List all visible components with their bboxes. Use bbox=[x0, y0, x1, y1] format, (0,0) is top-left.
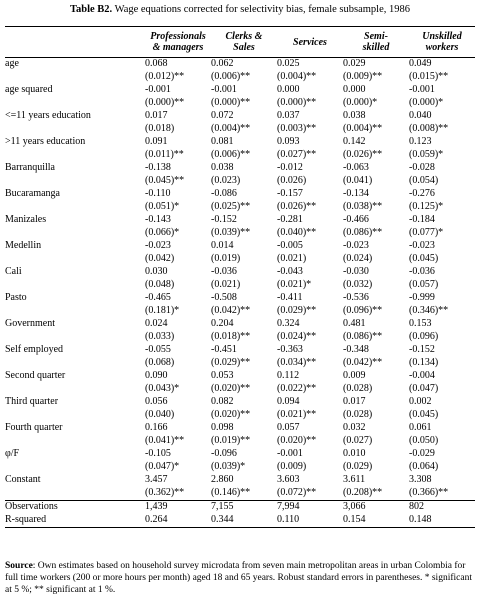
row-label: >11 years education bbox=[5, 136, 86, 147]
coefficient-cell: -0.138 bbox=[145, 162, 171, 173]
row-label-blank bbox=[5, 357, 145, 370]
row-label-blank bbox=[5, 71, 145, 84]
standard-error-cell: (0.024) bbox=[343, 253, 373, 264]
table-row bbox=[5, 188, 475, 201]
column-header-4 bbox=[409, 27, 475, 58]
standard-error-cell: (0.015)** bbox=[409, 71, 449, 82]
standard-error-cell: (0.008)** bbox=[409, 123, 449, 134]
standard-error-cell: (0.051)* bbox=[145, 201, 180, 212]
coefficient-cell: 0.057 bbox=[277, 422, 300, 433]
coefficient-cell: 0.068 bbox=[145, 58, 211, 72]
coefficient-cell: -0.055 bbox=[145, 344, 171, 355]
coefficient-cell: -0.184 bbox=[409, 214, 435, 225]
standard-error-cell: (0.006)** bbox=[211, 71, 251, 82]
summary-cell: 0.148 bbox=[409, 514, 432, 525]
standard-error-cell: (0.009)** bbox=[343, 71, 383, 82]
standard-error-cell: (0.019)** bbox=[211, 435, 251, 446]
table-row-se bbox=[5, 435, 475, 448]
coefficient-cell: 0.000 bbox=[343, 84, 366, 95]
table-row bbox=[5, 162, 475, 175]
standard-error-cell: (0.208)** bbox=[343, 487, 383, 498]
row-label-blank bbox=[5, 253, 145, 266]
coefficient-cell: -0.036 bbox=[409, 266, 435, 277]
row-label: age squared bbox=[5, 84, 53, 95]
row-label-blank bbox=[5, 461, 145, 474]
table-row-se bbox=[5, 305, 475, 318]
table-row-se bbox=[5, 331, 475, 344]
summary-cell: 802 bbox=[409, 501, 475, 515]
standard-error-cell: (0.054) bbox=[409, 175, 439, 186]
coefficient-cell: -0.001 bbox=[211, 84, 237, 95]
coefficient-cell: -0.005 bbox=[277, 240, 303, 251]
coefficient-cell: 0.481 bbox=[343, 318, 366, 329]
standard-error-cell: (0.043)* bbox=[145, 383, 180, 394]
standard-error-cell: (0.064) bbox=[409, 461, 439, 472]
summary-cell: 0.154 bbox=[343, 514, 366, 525]
standard-error-cell: (0.362)** bbox=[145, 487, 185, 498]
standard-error-cell: (0.086)** bbox=[343, 227, 383, 238]
standard-error-cell: (0.045) bbox=[409, 409, 439, 420]
standard-error-cell: (0.068) bbox=[145, 357, 175, 368]
coefficient-cell: 0.098 bbox=[211, 422, 234, 433]
standard-error-cell: (0.032) bbox=[343, 279, 373, 290]
coefficient-cell: 0.053 bbox=[211, 370, 234, 381]
standard-error-cell: (0.022)** bbox=[277, 383, 317, 394]
coefficient-cell: -0.028 bbox=[409, 162, 435, 173]
coefficient-cell: 0.040 bbox=[409, 110, 432, 121]
standard-error-cell: (0.009) bbox=[277, 461, 307, 472]
row-label: Government bbox=[5, 318, 55, 329]
coefficient-cell: 0.142 bbox=[343, 136, 366, 147]
row-label-blank bbox=[5, 149, 145, 162]
coefficient-cell: -0.152 bbox=[409, 344, 435, 355]
row-label-blank bbox=[5, 175, 145, 188]
standard-error-cell: (0.146)** bbox=[211, 487, 251, 498]
standard-error-cell: (0.039)** bbox=[211, 227, 251, 238]
coefficient-cell: -0.063 bbox=[343, 162, 369, 173]
coefficient-cell: -0.143 bbox=[145, 214, 171, 225]
column-header-line1: Clerks & bbox=[225, 31, 263, 42]
coefficient-cell: 0.166 bbox=[145, 422, 168, 433]
coefficient-cell: -0.105 bbox=[145, 448, 171, 459]
table-row bbox=[5, 422, 475, 435]
header-row bbox=[5, 27, 475, 58]
standard-error-cell: (0.020)** bbox=[277, 435, 317, 446]
coefficient-cell: -0.508 bbox=[211, 292, 237, 303]
standard-error-cell: (0.027) bbox=[343, 435, 373, 446]
summary-label: R-squared bbox=[5, 514, 47, 525]
standard-error-cell: (0.000)* bbox=[409, 97, 444, 108]
coefficient-cell: -0.348 bbox=[343, 344, 369, 355]
column-header-line2: workers bbox=[425, 42, 459, 53]
standard-error-cell: (0.029)** bbox=[211, 357, 251, 368]
standard-error-cell: (0.004)** bbox=[211, 123, 251, 134]
standard-error-cell: (0.006)** bbox=[211, 149, 251, 160]
header-blank bbox=[5, 27, 145, 58]
table-body bbox=[5, 58, 475, 528]
standard-error-cell: (0.040) bbox=[145, 409, 175, 420]
coefficient-cell: 0.061 bbox=[409, 422, 432, 433]
table-number: Table B2. bbox=[69, 4, 113, 15]
coefficient-cell: 3.611 bbox=[343, 474, 366, 485]
coefficient-cell: -0.023 bbox=[409, 240, 435, 251]
standard-error-cell: (0.028) bbox=[343, 383, 373, 394]
table-row-se bbox=[5, 409, 475, 422]
summary-cell: 3,066 bbox=[343, 501, 409, 515]
coefficient-cell: -0.536 bbox=[343, 292, 369, 303]
standard-error-cell: (0.028) bbox=[343, 409, 373, 420]
coefficient-cell: 0.000 bbox=[277, 84, 300, 95]
standard-error-cell: (0.026) bbox=[277, 175, 307, 186]
row-label: φ/F bbox=[5, 448, 20, 459]
column-header-1 bbox=[211, 27, 277, 58]
table-row bbox=[5, 110, 475, 123]
standard-error-cell: (0.004)** bbox=[277, 71, 317, 82]
row-label: Constant bbox=[5, 474, 41, 485]
table-row bbox=[5, 370, 475, 383]
summary-cell: 7,994 bbox=[277, 501, 343, 515]
standard-error-cell: (0.346)** bbox=[409, 305, 449, 316]
column-header-line1: Services bbox=[293, 36, 327, 48]
coefficient-cell: -0.152 bbox=[211, 214, 237, 225]
coefficient-cell: -0.999 bbox=[409, 292, 435, 303]
standard-error-cell: (0.050) bbox=[409, 435, 439, 446]
table-row bbox=[5, 58, 475, 72]
standard-error-cell: (0.066)* bbox=[145, 227, 180, 238]
column-header-line2: Sales bbox=[233, 42, 255, 53]
row-label-blank bbox=[5, 409, 145, 422]
coefficient-cell: -0.001 bbox=[409, 84, 435, 95]
coefficient-cell: -0.043 bbox=[277, 266, 303, 277]
row-label: Pasto bbox=[5, 292, 27, 303]
standard-error-cell: (0.047) bbox=[409, 383, 439, 394]
summary-cell: 7,155 bbox=[211, 501, 277, 515]
coefficient-cell: 0.010 bbox=[343, 448, 366, 459]
standard-error-cell: (0.024)** bbox=[277, 331, 317, 342]
coefficient-cell: 0.049 bbox=[409, 58, 475, 72]
standard-error-cell: (0.057) bbox=[409, 279, 439, 290]
table-row bbox=[5, 214, 475, 227]
row-label: Third quarter bbox=[5, 396, 59, 407]
standard-error-cell: (0.018) bbox=[145, 123, 175, 134]
coefficient-cell: -0.004 bbox=[409, 370, 435, 381]
coefficient-cell: 0.030 bbox=[145, 266, 168, 277]
row-label-blank bbox=[5, 487, 145, 501]
source-note bbox=[5, 560, 475, 596]
summary-cell: 1,439 bbox=[145, 501, 211, 515]
standard-error-cell: (0.096) bbox=[409, 331, 439, 342]
standard-error-cell: (0.026)** bbox=[343, 149, 383, 160]
row-label: Second quarter bbox=[5, 370, 66, 381]
coefficient-cell: 0.091 bbox=[145, 136, 168, 147]
table-row-se bbox=[5, 97, 475, 110]
coefficient-cell: -0.023 bbox=[145, 240, 171, 251]
column-header-line1: Semi- bbox=[364, 31, 388, 42]
coefficient-cell: -0.096 bbox=[211, 448, 237, 459]
table-row bbox=[5, 266, 475, 279]
standard-error-cell: (0.125)* bbox=[409, 201, 444, 212]
row-label: <=11 years education bbox=[5, 110, 91, 121]
table-row bbox=[5, 474, 475, 487]
coefficient-cell: 0.094 bbox=[277, 396, 300, 407]
column-header-line1: Professionals bbox=[150, 31, 206, 42]
standard-error-cell: (0.000)* bbox=[343, 97, 378, 108]
row-label: Cali bbox=[5, 266, 22, 277]
column-header-line1: Unskilled bbox=[422, 31, 462, 42]
row-label-blank bbox=[5, 383, 145, 396]
coefficient-cell: 0.014 bbox=[211, 240, 234, 251]
coefficient-cell: 0.062 bbox=[211, 58, 277, 72]
standard-error-cell: (0.041)** bbox=[145, 435, 185, 446]
table-row-se bbox=[5, 461, 475, 474]
table-row bbox=[5, 240, 475, 253]
row-label: Barranquilla bbox=[5, 162, 55, 173]
standard-error-cell: (0.042)** bbox=[211, 305, 251, 316]
standard-error-cell: (0.096)** bbox=[343, 305, 383, 316]
standard-error-cell: (0.045)** bbox=[145, 175, 185, 186]
row-label-blank bbox=[5, 201, 145, 214]
standard-error-cell: (0.040)** bbox=[277, 227, 317, 238]
row-label-blank bbox=[5, 331, 145, 344]
standard-error-cell: (0.026)** bbox=[277, 201, 317, 212]
coefficient-cell: -0.110 bbox=[145, 188, 171, 199]
column-header-3 bbox=[343, 27, 409, 58]
coefficient-cell: 0.093 bbox=[277, 136, 300, 147]
table-row-se bbox=[5, 71, 475, 84]
standard-error-cell: (0.021) bbox=[277, 253, 307, 264]
coefficient-cell: 3.308 bbox=[409, 474, 432, 485]
regression-table bbox=[5, 26, 475, 528]
source-label: Source bbox=[5, 561, 33, 571]
table-row bbox=[5, 292, 475, 305]
standard-error-cell: (0.045) bbox=[409, 253, 439, 264]
standard-error-cell: (0.021)* bbox=[277, 279, 312, 290]
coefficient-cell: 0.017 bbox=[145, 110, 168, 121]
standard-error-cell: (0.023) bbox=[211, 175, 241, 186]
standard-error-cell: (0.025)** bbox=[211, 201, 251, 212]
table-row bbox=[5, 136, 475, 149]
row-label: Bucaramanga bbox=[5, 188, 60, 199]
coefficient-cell: 0.324 bbox=[277, 318, 300, 329]
coefficient-cell: 0.024 bbox=[145, 318, 168, 329]
table-row-se bbox=[5, 123, 475, 136]
standard-error-cell: (0.086)** bbox=[343, 331, 383, 342]
standard-error-cell: (0.048) bbox=[145, 279, 175, 290]
standard-error-cell: (0.021) bbox=[211, 279, 241, 290]
standard-error-cell: (0.041) bbox=[343, 175, 373, 186]
table-caption: Wage equations corrected for selectivity bias, female subsample, 1986 bbox=[114, 4, 411, 15]
table-row-se bbox=[5, 279, 475, 292]
table-row bbox=[5, 396, 475, 409]
table-row bbox=[5, 344, 475, 357]
standard-error-cell: (0.020)** bbox=[211, 383, 251, 394]
summary-cell: 0.264 bbox=[145, 514, 168, 525]
standard-error-cell: (0.027)** bbox=[277, 149, 317, 160]
coefficient-cell: -0.276 bbox=[409, 188, 435, 199]
coefficient-cell: 0.204 bbox=[211, 318, 234, 329]
coefficient-cell: 3.457 bbox=[145, 474, 168, 485]
coefficient-cell: 0.082 bbox=[211, 396, 234, 407]
coefficient-cell: 0.032 bbox=[343, 422, 366, 433]
coefficient-cell: -0.451 bbox=[211, 344, 237, 355]
coefficient-cell: 0.009 bbox=[343, 370, 366, 381]
row-label: Manizales bbox=[5, 214, 47, 225]
summary-row bbox=[5, 514, 475, 528]
row-label: Self employed bbox=[5, 344, 64, 355]
coefficient-cell: 0.056 bbox=[145, 396, 168, 407]
table-row-se bbox=[5, 227, 475, 240]
row-label-blank bbox=[5, 435, 145, 448]
column-header-2 bbox=[277, 27, 343, 58]
summary-cell: 0.344 bbox=[211, 514, 234, 525]
coefficient-cell: 0.153 bbox=[409, 318, 432, 329]
table-row bbox=[5, 448, 475, 461]
coefficient-cell: -0.030 bbox=[343, 266, 369, 277]
coefficient-cell: 0.002 bbox=[409, 396, 432, 407]
standard-error-cell: (0.011)** bbox=[145, 149, 184, 160]
standard-error-cell: (0.018)** bbox=[211, 331, 251, 342]
standard-error-cell: (0.039)* bbox=[211, 461, 246, 472]
summary-label: Observations bbox=[5, 501, 145, 515]
coefficient-cell: 2.860 bbox=[211, 474, 234, 485]
table-row-se bbox=[5, 487, 475, 501]
table-row-se bbox=[5, 253, 475, 266]
standard-error-cell: (0.021)** bbox=[277, 409, 317, 420]
standard-error-cell: (0.038)** bbox=[343, 201, 383, 212]
standard-error-cell: (0.181)* bbox=[145, 305, 180, 316]
coefficient-cell: -0.157 bbox=[277, 188, 303, 199]
coefficient-cell: 3.603 bbox=[277, 474, 300, 485]
summary-row bbox=[5, 501, 475, 515]
table-row-se bbox=[5, 201, 475, 214]
standard-error-cell: (0.047)* bbox=[145, 461, 180, 472]
coefficient-cell: 0.017 bbox=[343, 396, 366, 407]
coefficient-cell: -0.363 bbox=[277, 344, 303, 355]
standard-error-cell: (0.072)** bbox=[277, 487, 317, 498]
coefficient-cell: -0.134 bbox=[343, 188, 369, 199]
standard-error-cell: (0.000)** bbox=[277, 97, 317, 108]
coefficient-cell: 0.081 bbox=[211, 136, 234, 147]
coefficient-cell: -0.466 bbox=[343, 214, 369, 225]
standard-error-cell: (0.000)** bbox=[145, 97, 185, 108]
table-row-se bbox=[5, 383, 475, 396]
standard-error-cell: (0.019) bbox=[211, 253, 241, 264]
row-label-blank bbox=[5, 123, 145, 136]
column-header-line2: & managers bbox=[152, 42, 204, 53]
row-label-blank bbox=[5, 97, 145, 110]
coefficient-cell: -0.023 bbox=[343, 240, 369, 251]
standard-error-cell: (0.077)* bbox=[409, 227, 444, 238]
coefficient-cell: -0.012 bbox=[277, 162, 303, 173]
coefficient-cell: 0.038 bbox=[211, 162, 234, 173]
row-label: Fourth quarter bbox=[5, 422, 63, 433]
standard-error-cell: (0.020)** bbox=[211, 409, 251, 420]
coefficient-cell: 0.112 bbox=[277, 370, 300, 381]
standard-error-cell: (0.029) bbox=[343, 461, 373, 472]
row-label: age bbox=[5, 58, 145, 72]
table-row-se bbox=[5, 149, 475, 162]
coefficient-cell: 0.037 bbox=[277, 110, 300, 121]
table-row-se bbox=[5, 357, 475, 370]
standard-error-cell: (0.042)** bbox=[343, 357, 383, 368]
coefficient-cell: -0.411 bbox=[277, 292, 303, 303]
standard-error-cell: (0.366)** bbox=[409, 487, 449, 498]
row-label-blank bbox=[5, 305, 145, 318]
standard-error-cell: (0.004)** bbox=[343, 123, 383, 134]
standard-error-cell: (0.012)** bbox=[145, 71, 185, 82]
summary-cell: 0.110 bbox=[277, 514, 300, 525]
standard-error-cell: (0.029)** bbox=[277, 305, 317, 316]
coefficient-cell: 0.025 bbox=[277, 58, 343, 72]
standard-error-cell: (0.000)** bbox=[211, 97, 251, 108]
standard-error-cell: (0.134) bbox=[409, 357, 439, 368]
standard-error-cell: (0.042) bbox=[145, 253, 175, 264]
table-row-se bbox=[5, 175, 475, 188]
standard-error-cell: (0.034)** bbox=[277, 357, 317, 368]
table-row bbox=[5, 84, 475, 97]
coefficient-cell: 0.072 bbox=[211, 110, 234, 121]
standard-error-cell: (0.059)* bbox=[409, 149, 444, 160]
row-label-blank bbox=[5, 227, 145, 240]
coefficient-cell: 0.090 bbox=[145, 370, 168, 381]
coefficient-cell: 0.038 bbox=[343, 110, 366, 121]
column-header-line2: skilled bbox=[362, 42, 390, 53]
coefficient-cell: 0.029 bbox=[343, 58, 409, 72]
coefficient-cell: -0.029 bbox=[409, 448, 435, 459]
source-text: : Own estimates based on household survey microdata from seven main metropolitan areas in urban Colombia for full time workers (200 or more hours per month) aged 18 and 65 years. Robust standard errors in parentheses. * significant at 5 %; ** significant at 1 %. bbox=[5, 561, 472, 595]
column-header-0 bbox=[145, 27, 211, 58]
row-label-blank bbox=[5, 279, 145, 292]
table-row bbox=[5, 318, 475, 331]
standard-error-cell: (0.033) bbox=[145, 331, 175, 342]
row-label: Medellin bbox=[5, 240, 42, 251]
coefficient-cell: -0.465 bbox=[145, 292, 171, 303]
table-title bbox=[0, 4, 480, 15]
coefficient-cell: 0.123 bbox=[409, 136, 432, 147]
coefficient-cell: -0.086 bbox=[211, 188, 237, 199]
coefficient-cell: -0.036 bbox=[211, 266, 237, 277]
coefficient-cell: -0.001 bbox=[277, 448, 303, 459]
standard-error-cell: (0.003)** bbox=[277, 123, 317, 134]
coefficient-cell: -0.281 bbox=[277, 214, 303, 225]
coefficient-cell: -0.001 bbox=[145, 84, 171, 95]
